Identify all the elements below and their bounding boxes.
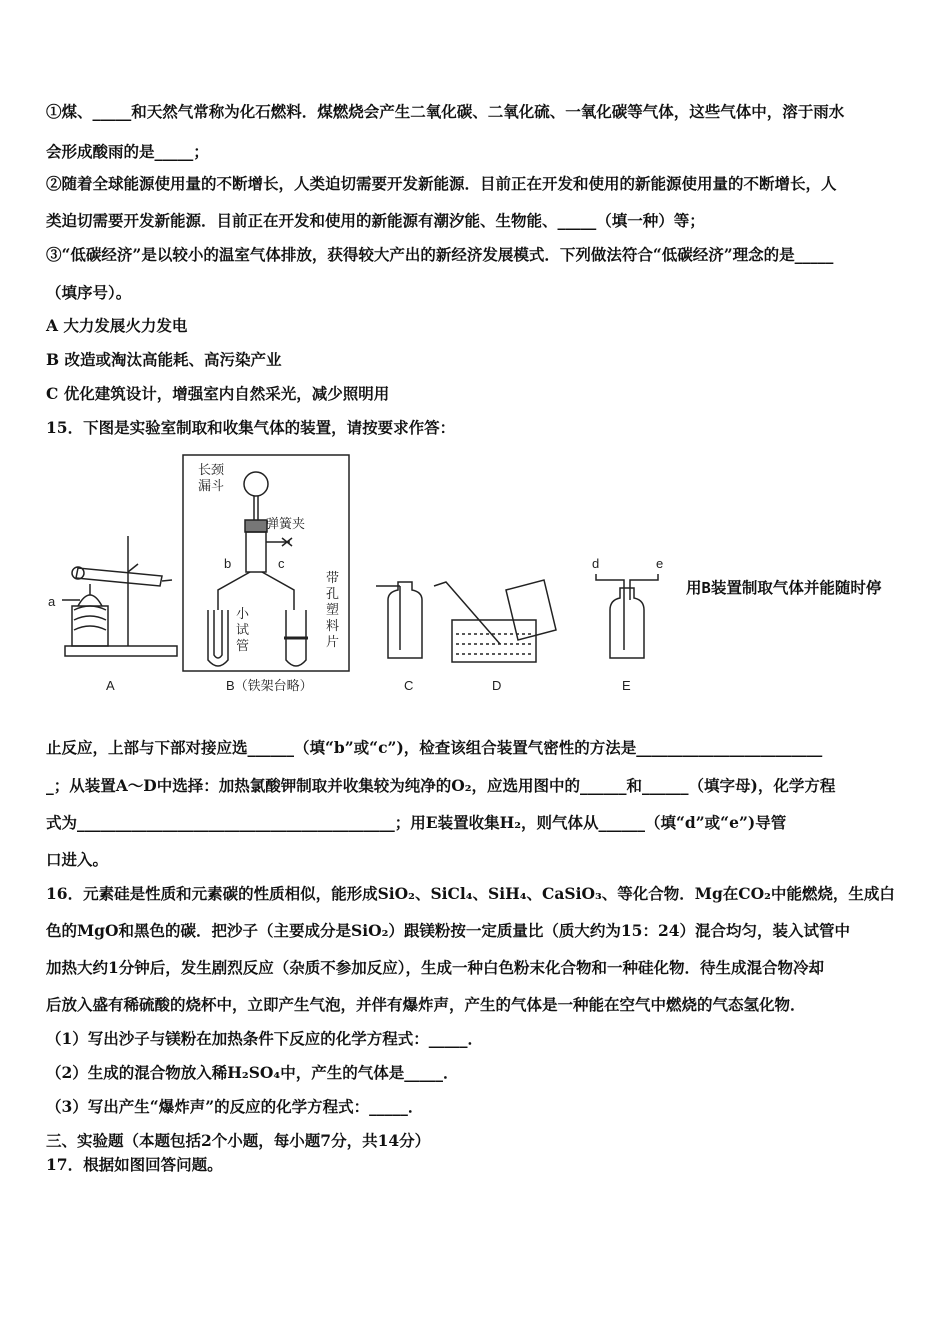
q16-sub-3: （3）写出产生“爆炸声”的反应的化学方程式：_____． [46, 1097, 424, 1116]
q16-line-2: 色的MgO和黑色的碳．把沙子（主要成分是SiO₂）跟镁粉按一定质量比（质大约为15：24）混合均匀，装入试管中 [46, 921, 851, 940]
label-spring-clip: 弹簧夹 [266, 516, 306, 531]
q15-line-1: 止反应，上部与下部对接应选______（填“b”或“c”)，检查该组合装置气密性的方法是________________________ [46, 738, 823, 757]
q14-line-2: 会形成酸雨的是_____； [46, 142, 209, 161]
apparatus-c [376, 582, 422, 658]
label-plate-3: 塑 [326, 602, 340, 617]
label-plate-5: 片 [326, 634, 340, 649]
label-funnel-2: 漏斗 [198, 478, 225, 493]
caption-c: C [404, 678, 414, 693]
label-tube-3: 管 [236, 638, 250, 653]
q14-line-4: 类迫切需要开发新能源．目前正在开发和使用的新能源有潮汐能、生物能、_____（填一种）等； [46, 211, 705, 230]
q15-intro: 15．下图是实验室制取和收集气体的装置，请按要求作答： [46, 418, 456, 437]
q14-line-5: ③“低碳经济”是以较小的温室气体排放，获得较大产出的新经济发展模式．下列做法符合“低碳经济”理念的是_____ [46, 245, 834, 264]
q16-sub-1: （1）写出沙子与镁粉在加热条件下反应的化学方程式：_____． [46, 1029, 484, 1048]
label-small-a: a [48, 594, 56, 609]
q15-line-2: _；从装置A～D中选择：加热氯酸钾制取并收集较为纯净的O₂，应选用图中的______和______（填字母)，化学方程 [46, 776, 836, 795]
label-c-tube: c [278, 556, 285, 571]
q14-option-c: C 优化建筑设计，增强室内自然采光，减少照明用 [46, 384, 390, 403]
label-tube-2: 试 [236, 622, 250, 637]
q16-sub-2: （2）生成的混合物放入稀H₂SO₄中，产生的气体是_____． [46, 1063, 459, 1082]
q14-line-1: ①煤、_____和天然气常称为化石燃料．煤燃烧会产生二氧化碳、二氧化硫、一氧化碳等气体，这些气体中，溶于雨水 [46, 102, 845, 121]
q15-line-4: 口进入。 [46, 850, 109, 869]
label-plate-4: 料 [326, 618, 340, 633]
caption-e: E [622, 678, 631, 693]
label-plate-2: 孔 [326, 586, 340, 601]
q16-line-3: 加热大约1分钟后，发生剧烈反应（杂质不参加反应），生成一种白色粉末化合物和一种硅化物．待生成混合物冷却 [46, 958, 825, 977]
label-tube-1: 小 [236, 606, 250, 621]
label-funnel-1: 长颈 [198, 462, 225, 477]
label-d: d [592, 556, 600, 571]
apparatus-d [434, 580, 556, 662]
q15-line-3: 式为_________________________________________；用E装置收集H₂，则气体从______（填“d”或“e”)导管 [46, 813, 787, 832]
label-b-tube: b [224, 556, 232, 571]
label-plate-1: 带 [326, 570, 340, 585]
q14-line-3: ②随着全球能源使用量的不断增长，人类迫切需要开发新能源．目前正在开发和使用的新能源使用量的不断增长，人 [46, 174, 837, 193]
q16-line-1: 16．元素硅是性质和元素碳的性质相似，能形成SiO₂、SiCl₄、SiH₄、CaSiO₃、等化合物．Mg在CO₂中能燃烧，生成白 [46, 884, 895, 903]
section-3-heading: 三、实验题（本题包括2个小题，每小题7分，共14分） [46, 1131, 431, 1150]
q14-option-b: B 改造或淘汰高能耗、高污染产业 [46, 350, 282, 369]
q16-line-4: 后放入盛有稀硫酸的烧杯中，立即产生气泡，并伴有爆炸声，产生的气体是一种能在空气中燃烧的气态氢化物． [46, 995, 806, 1014]
caption-b: B（铁架台略） [226, 678, 313, 693]
caption-d: D [492, 678, 502, 693]
apparatus-a [62, 536, 177, 656]
q14-line-6: （填序号）。 [46, 283, 132, 302]
q17-line: 17．根据如图回答问题。 [46, 1155, 223, 1174]
label-e: e [656, 556, 664, 571]
q15-side-text: 用B装置制取气体并能随时停 [686, 579, 882, 597]
q14-option-a: A 大力发展火力发电 [46, 316, 188, 335]
apparatus-figure [40, 450, 920, 700]
apparatus-e [596, 574, 658, 658]
caption-a: A [106, 678, 115, 693]
